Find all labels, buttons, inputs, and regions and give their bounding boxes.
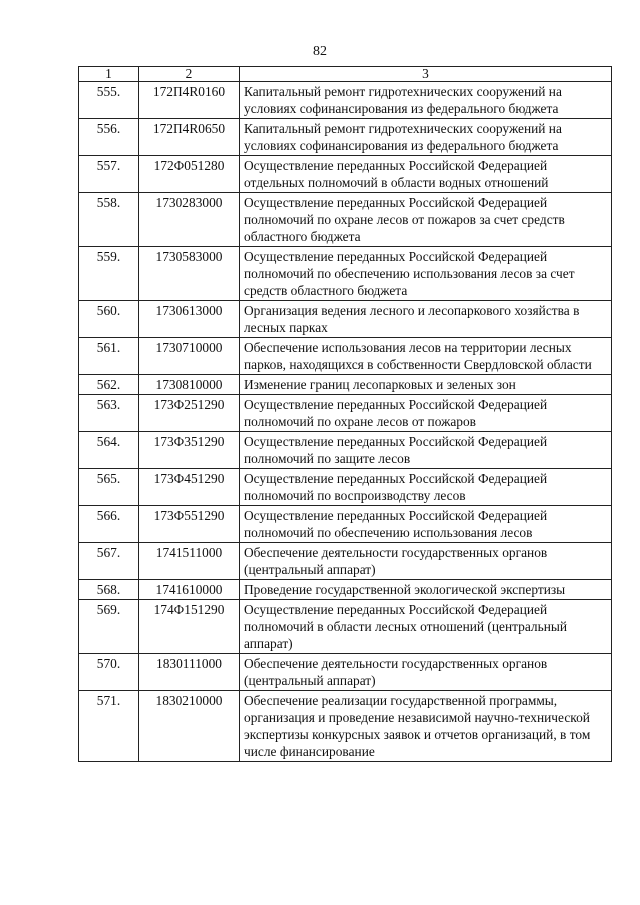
table-row [79,506,612,543]
budget-code-cell: 173Ф551290 [139,506,240,543]
description-cell: Осуществление переданных Российской Федерацией полномочий по обеспечению использования лесов [240,506,612,543]
row-number-cell: 562. [79,375,139,395]
description-cell: Осуществление переданных Российской Федерацией полномочий по охране лесов от пожаров [240,395,612,432]
budget-codes-table [78,66,612,762]
row-number-cell: 560. [79,301,139,338]
budget-code-cell: 1730283000 [139,193,240,247]
table-row [79,395,612,432]
budget-code-cell: 1830210000 [139,691,240,762]
description-cell: Капитальный ремонт гидротехнических сооружений на условиях софинансирования из федерального бюджета [240,119,612,156]
table-row [79,580,612,600]
row-number-cell: 567. [79,543,139,580]
table-row [79,691,612,762]
budget-code-cell: 1730710000 [139,338,240,375]
row-number-cell: 570. [79,654,139,691]
budget-code-cell: 174Ф151290 [139,600,240,654]
table-row [79,119,612,156]
description-cell: Капитальный ремонт гидротехнических сооружений на условиях софинансирования из федерального бюджета [240,82,612,119]
page-number: 82 [313,44,327,59]
budget-code-cell: 173Ф451290 [139,469,240,506]
table-header-row [79,67,612,82]
table-row [79,247,612,301]
column-header-3: 3 [240,67,612,82]
row-number-cell: 556. [79,119,139,156]
row-number-cell: 555. [79,82,139,119]
budget-code-cell: 1830111000 [139,654,240,691]
description-cell: Осуществление переданных Российской Федерацией отдельных полномочий в области водных отношений [240,156,612,193]
description-cell: Осуществление переданных Российской Федерацией полномочий в области лесных отношений (центральный аппарат) [240,600,612,654]
row-number-cell: 568. [79,580,139,600]
table-row [79,82,612,119]
description-cell: Проведение государственной экологической экспертизы [240,580,612,600]
column-header-1: 1 [79,67,139,82]
row-number-cell: 566. [79,506,139,543]
budget-code-cell: 172П4R0160 [139,82,240,119]
table-row [79,469,612,506]
budget-code-cell: 173Ф351290 [139,432,240,469]
row-number-cell: 569. [79,600,139,654]
table-row [79,338,612,375]
budget-code-cell: 1730583000 [139,247,240,301]
row-number-cell: 565. [79,469,139,506]
description-cell: Обеспечение реализации государственной программы, организация и проведение независимой научно-технической экспертизы конкурсных заявок и отчетов организаций, в том числе финансирование [240,691,612,762]
row-number-cell: 561. [79,338,139,375]
table-row [79,432,612,469]
description-cell: Обеспечение деятельности государственных органов (центральный аппарат) [240,543,612,580]
budget-code-cell: 173Ф251290 [139,395,240,432]
row-number-cell: 571. [79,691,139,762]
table-row [79,375,612,395]
table-row [79,543,612,580]
budget-code-cell: 1741610000 [139,580,240,600]
description-cell: Изменение границ лесопарковых и зеленых зон [240,375,612,395]
column-header-2: 2 [139,67,240,82]
row-number-cell: 559. [79,247,139,301]
description-cell: Осуществление переданных Российской Федерацией полномочий по охране лесов от пожаров за счет средств областного бюджета [240,193,612,247]
row-number-cell: 564. [79,432,139,469]
description-cell: Организация ведения лесного и лесопаркового хозяйства в лесных парках [240,301,612,338]
table-row [79,654,612,691]
row-number-cell: 557. [79,156,139,193]
description-cell: Осуществление переданных Российской Федерацией полномочий по защите лесов [240,432,612,469]
description-cell: Обеспечение использования лесов на территории лесных парков, находящихся в собственности Свердловской области [240,338,612,375]
budget-code-cell: 172Ф051280 [139,156,240,193]
budget-code-cell: 1741511000 [139,543,240,580]
table-row [79,156,612,193]
budget-code-cell: 1730810000 [139,375,240,395]
description-cell: Осуществление переданных Российской Федерацией полномочий по обеспечению использования лесов за счет средств областного бюджета [240,247,612,301]
description-cell: Обеспечение деятельности государственных органов (центральный аппарат) [240,654,612,691]
budget-code-cell: 1730613000 [139,301,240,338]
row-number-cell: 563. [79,395,139,432]
table-row [79,193,612,247]
table-row [79,600,612,654]
description-cell: Осуществление переданных Российской Федерацией полномочий по воспроизводству лесов [240,469,612,506]
table-row [79,301,612,338]
budget-code-cell: 172П4R0650 [139,119,240,156]
row-number-cell: 558. [79,193,139,247]
